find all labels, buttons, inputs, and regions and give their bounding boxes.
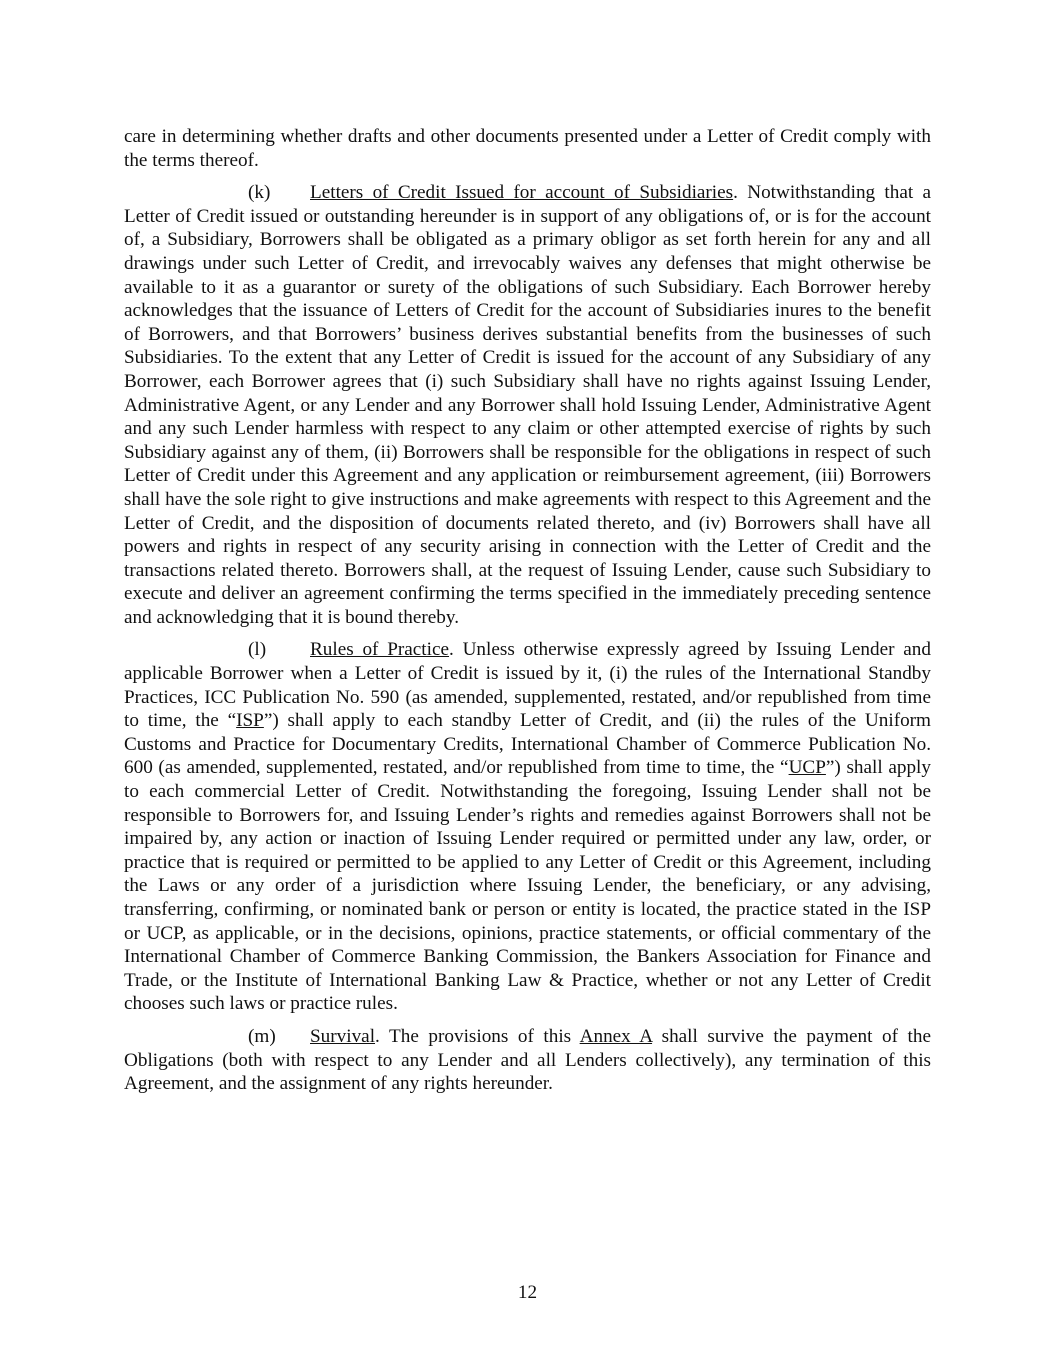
- annex-a-reference: Annex A: [579, 1025, 653, 1047]
- intro-text: care in determining whether drafts and other documents presented under a Letter of Credit comply with the terms thereof.: [124, 126, 931, 171]
- isp-defined-term: ISP: [236, 710, 264, 732]
- section-m-heading: Survival: [310, 1025, 376, 1047]
- section-l-marker: (l): [248, 639, 267, 661]
- section-k-body: Notwithstanding that a Letter of Credit issued or outstanding hereunder is in support of any obligations of, or is for the account of, a Subsidiary, Borrowers shall be obligated as a primary obligor as set forth herein for any and all drawings under such Letter of Credit, and irrevocably waives any defenses that might otherwise be available to it as a guarantor or surety of the obligations of such Subsidiary. Each Borrower hereby acknowledges that the issuance of Letters of Credit for the account of Subsidiaries inures to the benefit of Borrowers, and that Borrowers’ business derives substantial benefits from the businesses of such Subsidiaries. To the extent that any Letter of Credit is issued for the account of any Subsidiary of any Borrower, each Borrower agrees that (i) such Subsidiary shall have no rights against Issuing Lender, Administrative Agent, or any Lender and any Borrower shall hold Issuing Lender, Administrative Agent and any such Lender harmless with respect to any claim or other attempted exercise of rights by such Subsidiary against any of them, (ii) Borrowers shall be responsible for the obligations in respect of such Letter of Credit under this Agreement and any application or reimbursement agreement, (iii) Borrowers shall have the sole right to give instructions and make agreements with respect to this Agreement and the Letter of Credit, and the disposition of documents related thereto, and (iv) Borrowers shall have all powers and rights in respect of any security arising in connection with the Letter of Credit and the transactions related thereto. Borrowers shall, at the request of Issuing Lender, cause such Subsidiary to execute and deliver an agreement confirming the terms specified in the immediately preceding sentence and acknowledging that it is bound thereby.: [124, 182, 932, 628]
- section-l-paragraph: [124, 638, 931, 1016]
- section-k-paragraph: [124, 181, 931, 629]
- ucp-defined-term: UCP: [788, 757, 826, 779]
- section-l-body-2: ”) shall apply to each standby Letter of Credit, and (ii) the rules of the Uniform Customs and Practice for Documentary Credits, International Chamber of Commerce Publication No. 600 (as amended, supplemented, restated, and/or republished from time to time, the “: [124, 710, 931, 779]
- section-m-marker: (m): [248, 1025, 276, 1047]
- section-k-marker: (k): [248, 182, 271, 204]
- section-m-body-1: . The provisions of this: [375, 1025, 580, 1047]
- section-k-heading: Letters of Credit Issued for account of Subsidiaries: [310, 182, 734, 204]
- section-l-body-1: Unless otherwise expressly agreed by Issuing Lender and applicable Borrower when a Letter of Credit is issued by it, (i) the rules of the International Standby Practices, ICC Publication No. 590 (as amended, supplemented, restated, and/or republished from time to time, the “: [124, 639, 931, 732]
- section-l-heading: Rules of Practice: [310, 639, 450, 661]
- page-number: 12: [517, 1282, 538, 1303]
- intro-paragraph: [124, 125, 931, 172]
- section-m-paragraph: [124, 1025, 931, 1096]
- section-l-body-3: ”) shall apply to each commercial Letter of Credit. Notwithstanding the foregoing, Issuing Lender shall not be responsible to Borrowers for, and Issuing Lender’s rights and remedies against Borrowers shall not be impaired by, any action or inaction of Issuing Lender required or permitted under any law, order, or practice that is required or permitted to be applied to any Letter of Credit or this Agreement, including the Laws or any order of a jurisdiction where Issuing Lender, the beneficiary, or any advising, transferring, confirming, or nominated bank or person or entity is located, the practice stated in the ISP or UCP, as applicable, or in the decisions, opinions, practice statements, or official commentary of the International Chamber of Commerce Banking Commission, the Bankers Association for Finance and Trade, or the Institute of International Banking Law & Practice, whether or not any Letter of Credit chooses such laws or practice rules.: [124, 757, 931, 1015]
- section-m-body-2: shall survive the payment of the Obligations (both with respect to any Lender and all Lenders collectively), any termination of this Agreement, and the assignment of any rights hereunder.: [124, 1025, 931, 1095]
- section-k-heading-punct: .: [733, 182, 738, 204]
- document-body: [124, 125, 931, 1096]
- section-l-heading-punct: .: [449, 639, 454, 661]
